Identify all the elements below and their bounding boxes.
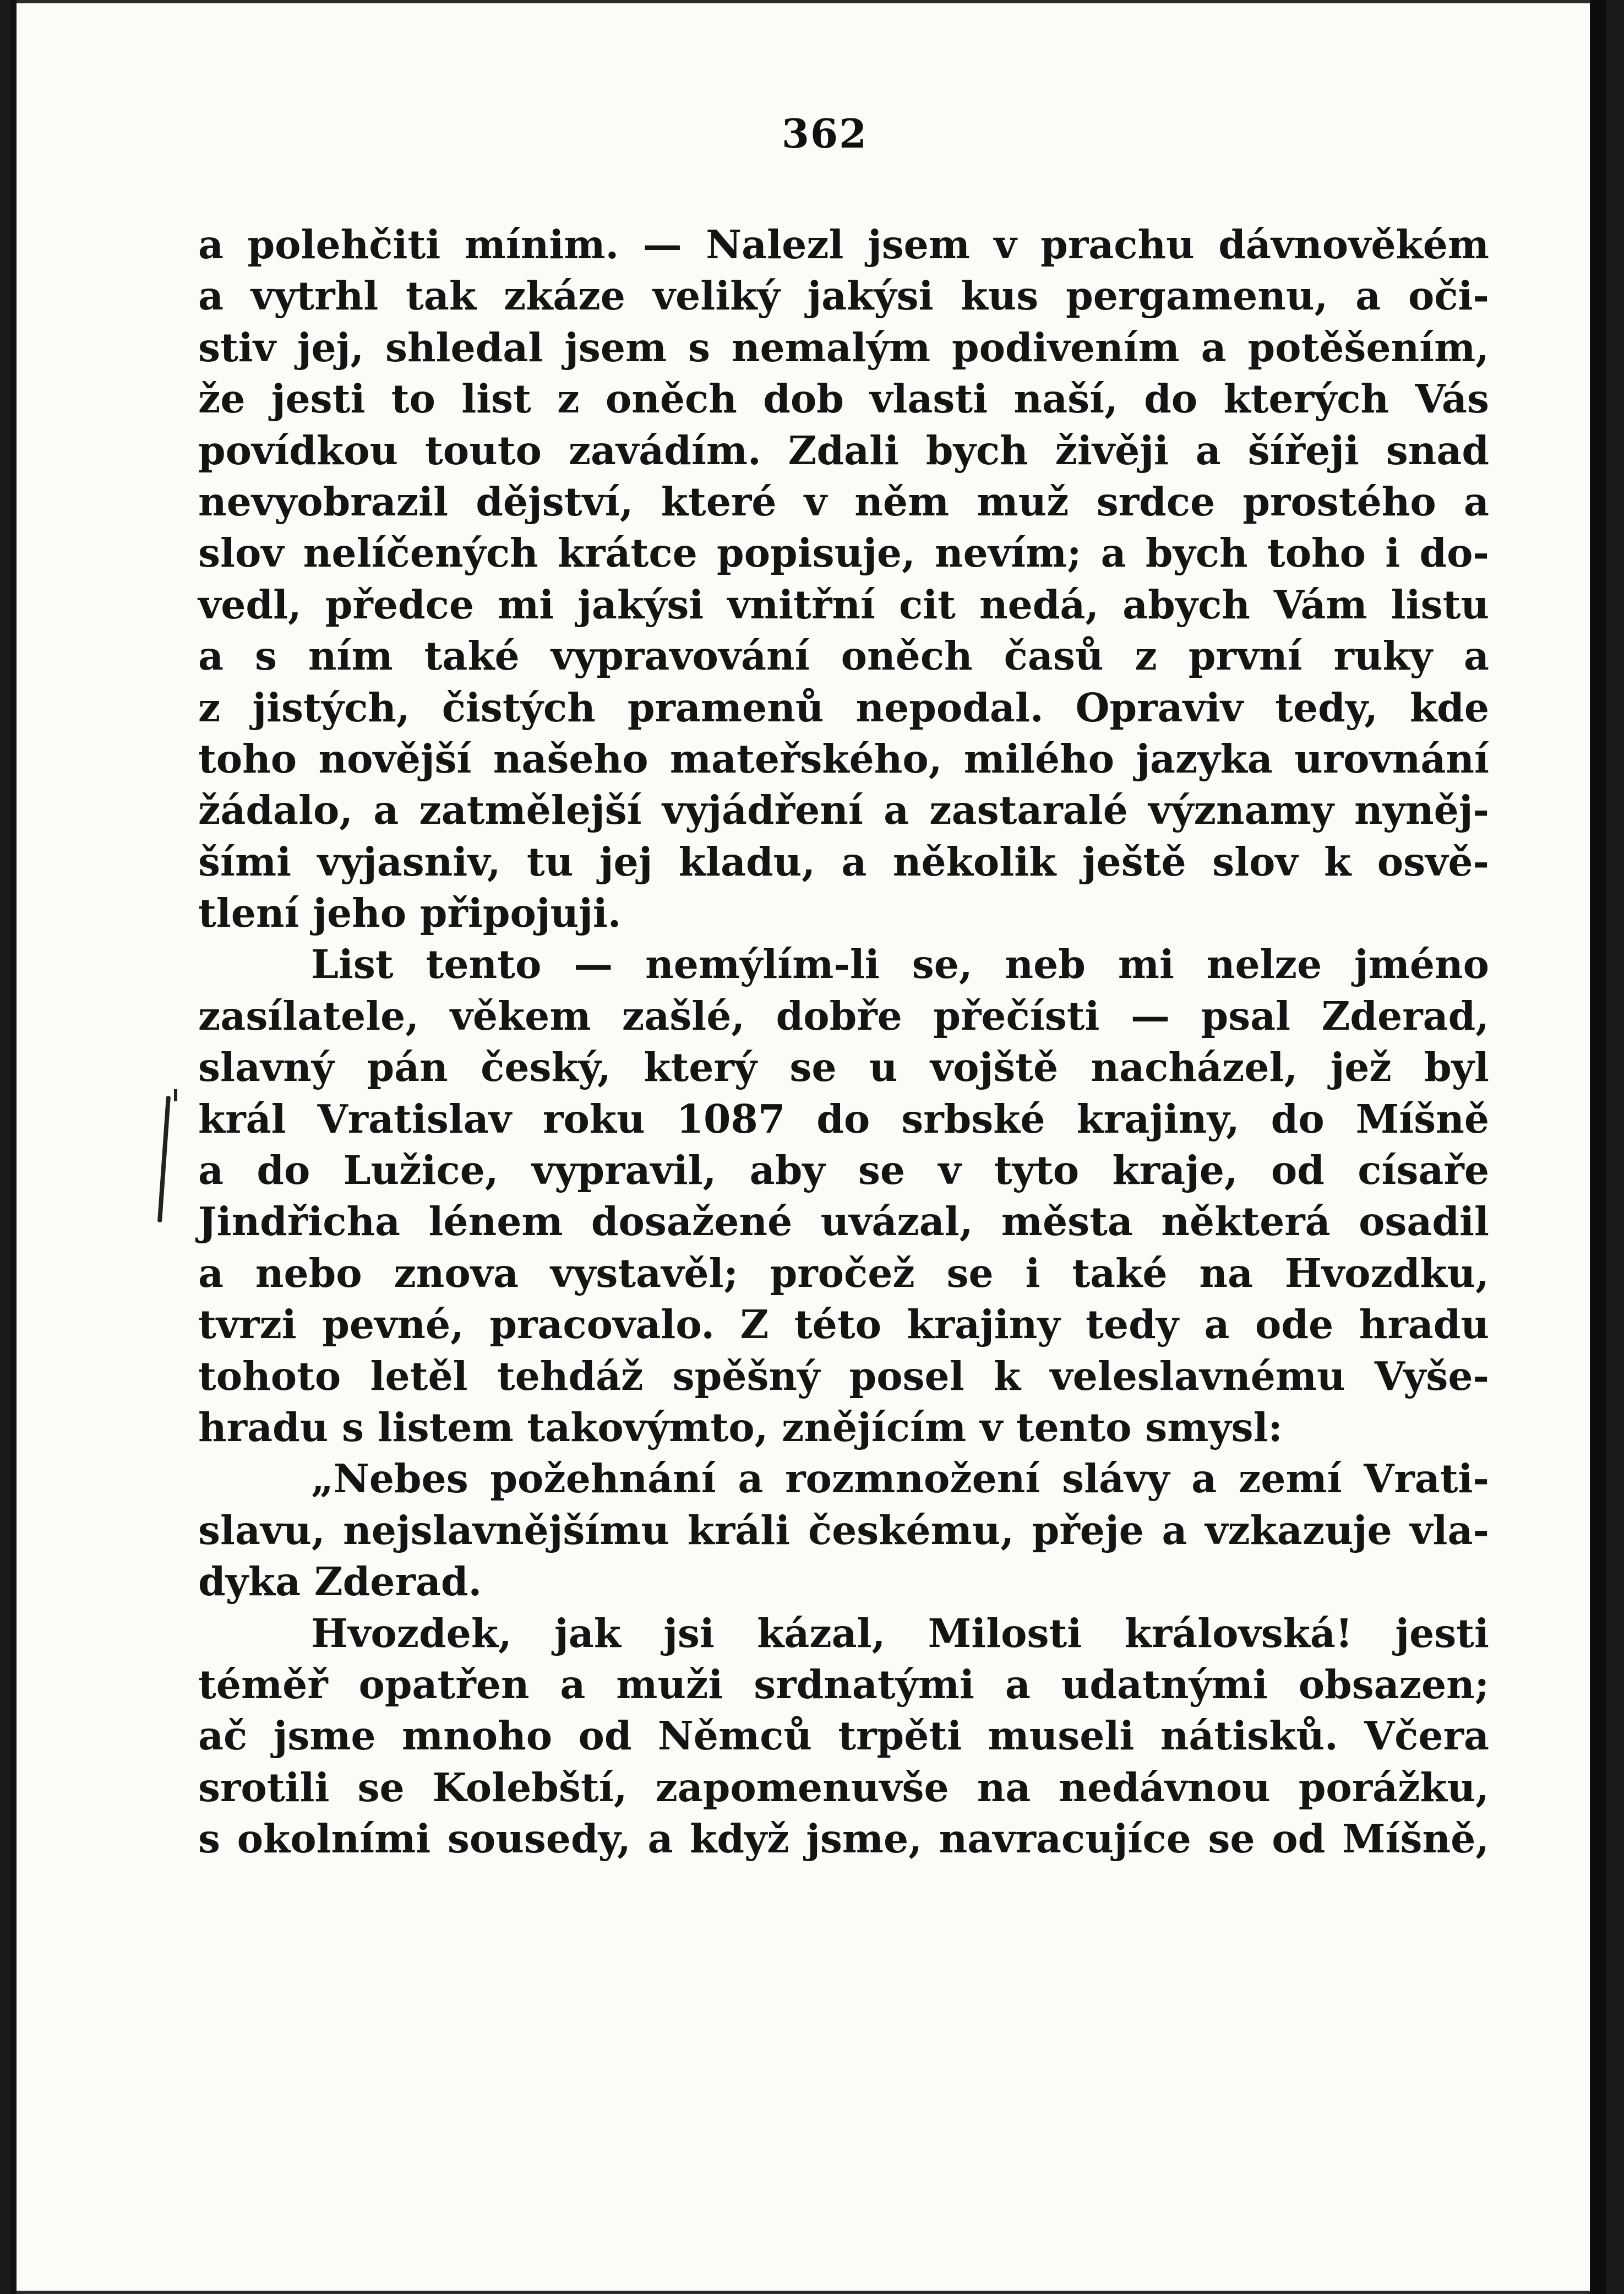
text-line: a s ním také vypravování oněch časů z první ruky a [198, 633, 1489, 679]
text-line: a nebo znova vystavěl; pročež se i také na Hvozdku, [198, 1249, 1489, 1296]
text-line: tlení jeho připojuji. [198, 890, 622, 937]
text-line: stiv jej, shledal jsem s nemalým podivením a potěšením, [198, 324, 1489, 371]
page-number: 362 [781, 110, 868, 157]
margin-pencil-mark [157, 1096, 171, 1222]
text-line: a polehčiti mínim. — Nalezl jsem v prachu dávnověkém [198, 221, 1489, 268]
text-line: srotili se Kolebští, zapomenuvše na nedávnou porážku, [198, 1764, 1489, 1811]
text-line: z jistých, čistých pramenů nepodal. Opraviv tedy, kde [198, 684, 1489, 731]
text-line: Hvozdek, jak jsi kázal, Milosti královská! jesti [311, 1610, 1489, 1656]
text-line: ač jsme mnoho od Němců trpěti museli nátisků. Včera [198, 1713, 1489, 1759]
text-line: slavu, nejslavnějšímu králi českému, přeje a vzkazuje vla- [198, 1507, 1489, 1553]
text-line: a vytrhl tak zkáze veliký jakýsi kus pergamenu, a oči- [198, 273, 1489, 319]
text-line: toho novější našeho mateřského, milého jazyka urovnání [198, 735, 1489, 782]
text-line: zasílatele, věkem zašlé, dobře přečísti — psal Zderad, [198, 992, 1489, 1039]
text-line: a do Lužice, vypravil, aby se v tyto kraje, od císaře [198, 1147, 1489, 1194]
text-line: vedl, předce mi jakýsi vnitřní cit nedá, abych Vám listu [198, 581, 1489, 628]
text-line: šími vyjasniv, tu jej kladu, a několik ještě slov k osvě- [198, 838, 1489, 885]
text-line: List tento — nemýlím-li se, neb mi nelze jméno [311, 941, 1489, 988]
text-line: dyka Zderad. [198, 1558, 482, 1605]
text-line: povídkou touto zavádím. Zdali bych živěji a šířeji snad [198, 427, 1489, 474]
text-line: král Vratislav roku 1087 do srbské krajiny, do Míšně [198, 1095, 1489, 1142]
text-line: s okolními sousedy, a když jsme, navracujíce se od Míšně, [198, 1815, 1489, 1862]
margin-pencil-tick [174, 1089, 177, 1101]
text-line: Jindřicha lénem dosažené uvázal, města některá osadil [198, 1198, 1489, 1245]
scan-edge-left [10, 0, 17, 2294]
text-line: hradu s listem takovýmto, znějícím v tento smysl: [198, 1404, 1283, 1450]
text-line: slov nelíčených krátce popisuje, nevím; a bych toho i do- [198, 530, 1489, 577]
text-line: žádalo, a zatmělejší vyjádření a zastaralé významy nyněj- [198, 787, 1489, 834]
text-line: tvrzi pevné, pracovalo. Z této krajiny tedy a ode hradu [198, 1301, 1489, 1348]
text-line: slavný pán český, který se u vojště nacházel, jež byl [198, 1044, 1489, 1091]
body-text [198, 219, 1489, 1865]
text-line: nevyobrazil dějství, které v něm muž srdce prostého a [198, 478, 1489, 525]
text-line: téměř opatřen a muži srdnatými a udatnými obsazen; [198, 1661, 1489, 1708]
text-line: že jesti to list z oněch dob vlasti naší, do kterých Vás [198, 376, 1489, 422]
text-line: „Nebes požehnání a rozmnožení slávy a zemí Vrati- [311, 1455, 1489, 1502]
book-page [10, 0, 1606, 2294]
text-line: tohoto letěl tehdáž spěšný posel k veleslavnému Vyše- [198, 1352, 1489, 1399]
scan-edge-right [1590, 0, 1606, 2294]
